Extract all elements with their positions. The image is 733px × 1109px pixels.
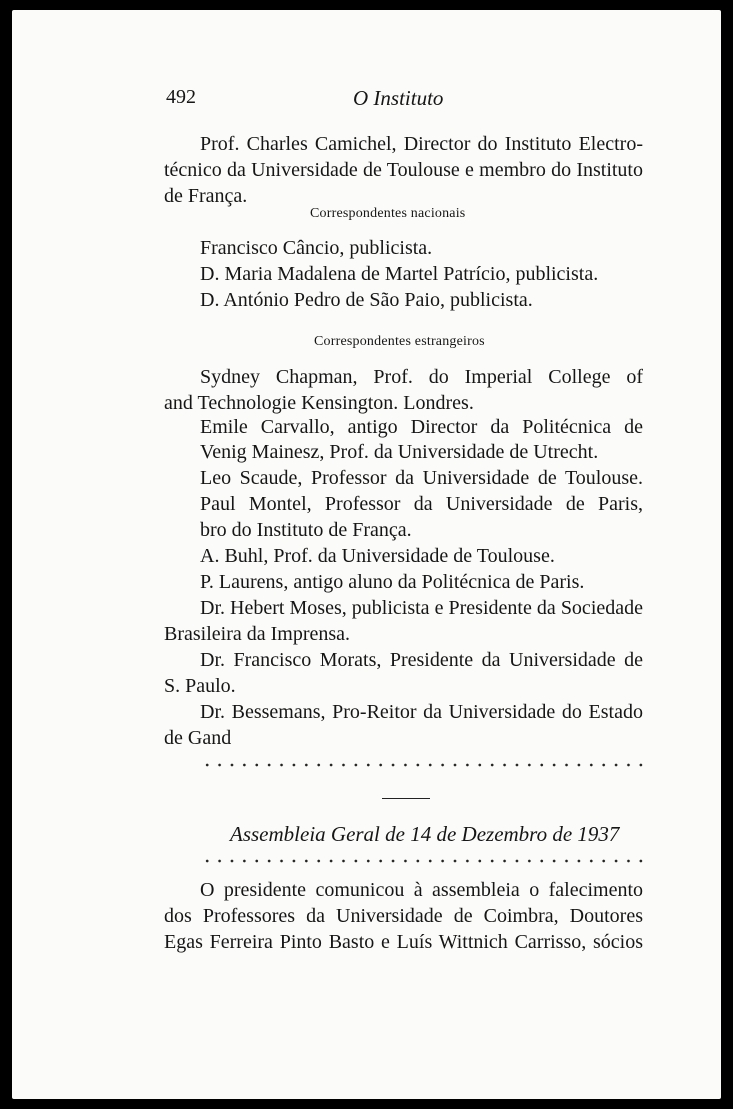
assembly-paragraph-line: O presidente comunicou à assembleia o falecimento <box>200 879 643 901</box>
intro-line: Prof. Charles Camichel, Director do Instituto Electro- <box>200 133 643 155</box>
book-page <box>12 10 721 1099</box>
assembly-paragraph-line: dos Professores da Universidade de Coimbra, Doutores <box>164 905 643 927</box>
section-divider <box>382 798 430 799</box>
national-correspondent: D. Maria Madalena de Martel Patrício, publicista. <box>200 263 599 285</box>
foreign-correspondent-line: P. Laurens, antigo aluno da Politécnica de Paris. <box>200 571 585 593</box>
foreign-correspondent-line: Leo Scaude, Professor da Universidade de Toulouse. <box>200 467 643 489</box>
foreign-correspondents-heading: Correspondentes estrangeiros <box>314 334 485 349</box>
intro-line: de França. <box>164 185 248 207</box>
dotted-leader <box>201 858 646 864</box>
assembly-paragraph-line: Egas Ferreira Pinto Basto e Luís Wittnich Carrisso, sócios <box>164 931 643 953</box>
dotted-leader <box>201 762 646 768</box>
national-correspondent: D. António Pedro de São Paio, publicista. <box>200 289 533 311</box>
national-correspondent: Francisco Câncio, publicista. <box>200 237 433 259</box>
foreign-correspondent-line: Sydney Chapman, Prof. do Imperial College of <box>200 366 643 388</box>
page-number: 492 <box>166 86 196 108</box>
foreign-correspondent-line: Brasileira da Imprensa. <box>164 623 351 645</box>
intro-line: técnico da Universidade de Toulouse e membro do Instituto <box>164 159 643 181</box>
foreign-correspondent-line: Dr. Hebert Moses, publicista e Presidente da Sociedade <box>200 597 643 619</box>
foreign-correspondent-line: and Technologie Kensington. Londres. <box>164 392 474 414</box>
foreign-correspondent-line: Emile Carvallo, antigo Director da Politécnica de <box>200 416 643 438</box>
running-title: O Instituto <box>353 86 444 110</box>
foreign-correspondent-line: Dr. Bessemans, Pro-Reitor da Universidade do Estado <box>200 701 643 723</box>
assembly-heading: Assembleia Geral de 14 de Dezembro de 1937 <box>230 822 620 846</box>
foreign-correspondent-line: S. Paulo. <box>164 675 236 697</box>
foreign-correspondent-line: de Gand <box>164 727 232 749</box>
foreign-correspondent-line: Dr. Francisco Morats, Presidente da Universidade de <box>200 649 643 671</box>
foreign-correspondent-line: Venig Mainesz, Prof. da Universidade de Utrecht. <box>200 441 599 463</box>
foreign-correspondent-line: Paul Montel, Professor da Universidade de Paris, <box>200 493 643 515</box>
foreign-correspondent-line: A. Buhl, Prof. da Universidade de Toulouse. <box>200 545 555 567</box>
national-correspondents-heading: Correspondentes nacionais <box>310 206 466 221</box>
foreign-correspondent-line: bro do Instituto de França. <box>200 519 412 541</box>
